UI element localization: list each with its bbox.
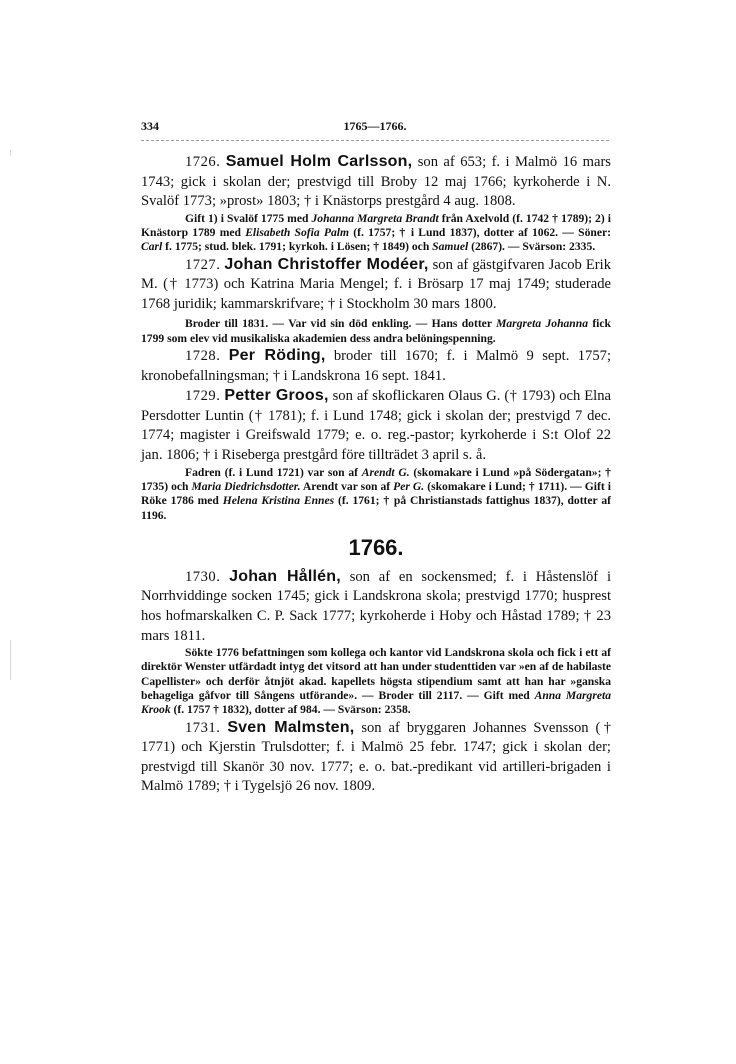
note-italic: Elisabeth Sofia Palm <box>245 226 350 240</box>
page-body <box>141 152 611 797</box>
person-name: Johan Hållén, <box>229 567 341 585</box>
entry-note <box>141 466 611 523</box>
entry-text: son af 653; f. i Malmö 16 mars 1743; gick i skolan der; prestvigd till Broby 12 maj 1766; kyrkoherde i N. Svalöf 1773; »prost» 1803; † i Knästorps prestgård 4 aug. 1808. <box>141 154 611 210</box>
entry-1727 <box>141 255 611 346</box>
note-text: Arendt var son af <box>300 479 394 493</box>
header-rule <box>141 140 609 141</box>
section-heading: 1766. <box>348 534 404 560</box>
note-italic: Arendt G. <box>361 465 410 479</box>
entry-number: 1730. <box>185 568 221 585</box>
entry-text: son af skoflickaren Olaus G. († 1793) och Elna Persdotter Luntin († 1781); f. i Lund 1748; gick i skolan der; prestvigd 7 dec. 1774; magister i Greifswald 1779; e. o. reg.-pastor; kyrkoherde i S:t Olof 22 jan. 1806; † i Riseberga prestgård före tillträdet 3 april s. å. <box>141 388 612 464</box>
entry-1731 <box>141 718 611 797</box>
person-name: Per Röding, <box>228 347 326 365</box>
note-italic: Maria Diedrichsdotter. <box>191 479 301 493</box>
note-text: (f. 1757; † i Lund 1837), dotter af 1062. — Söner: <box>349 226 611 240</box>
note-text: (skomakare i Lund »på Södergatan»; † 1735) och <box>141 465 611 493</box>
note-text: Fadren (f. i Lund 1721) var son af <box>185 465 362 479</box>
note-italic: Helena Kristina Ennes <box>222 494 335 508</box>
note-text: Sökte 1776 befattningen som kollega och kantor vid Landskrona skola och fick i ett af direktör Wenster utfärdadt intyg det vitsord att han under studenttiden var »en af de habilaste Capellister» och derför åtnjöt akad. kapellets högsta stipendium samt att han har »ganska behageliga gåfvor till Sångens utförande». — Broder till 2117. — Gift med <box>141 646 611 703</box>
entry-1729 <box>141 386 611 523</box>
note-italic: Margreta Johanna <box>496 317 589 331</box>
page-number: 334 <box>141 119 159 133</box>
note-text: (2867). — Svärson: 2335. <box>468 240 596 254</box>
entry-text: broder till 1670; f. i Malmö 9 sept. 1757; kronobefallningsman; † i Landskrona 16 sept. 1841. <box>141 348 611 384</box>
entry-1726 <box>141 152 611 255</box>
scan-edge-mark <box>10 640 11 680</box>
running-title: 1765—1766. <box>343 119 407 133</box>
note-text: (skomakare i Lund; † 1711). — Gift i Röke 1786 med <box>141 479 611 508</box>
entry-paragraph <box>141 567 611 646</box>
entry-text: son af gästgifvaren Jacob Erik M. († 1773) och Katrina Maria Mengel; f. i Brösarp 17 maj 1749; studerade 1768 juridik; kammarskrifvare; † i Stockholm 30 mars 1800. <box>141 256 611 312</box>
person-name: Sven Malmsten, <box>227 718 355 736</box>
note-italic: Anna Margreta Krook <box>141 689 611 717</box>
note-italic: Samuel <box>432 240 469 254</box>
entry-1728 <box>141 346 611 386</box>
person-name: Johan Christoffer Modéer, <box>224 255 429 273</box>
entry-paragraph <box>141 718 611 797</box>
person-name: Petter Groos, <box>224 387 329 405</box>
entry-note <box>141 646 611 717</box>
note-text: Gift 1) i Svalöf 1775 med <box>185 211 312 225</box>
note-text: Broder till 1831. — Var vid sin död enkling. — Hans dotter <box>185 317 497 331</box>
entry-paragraph <box>141 386 611 465</box>
entry-paragraph <box>141 255 611 315</box>
entry-paragraph <box>141 152 611 212</box>
note-text: (f. 1761; † på Christianstads fattighus 1837), dotter af 1196. <box>141 494 611 522</box>
entry-number: 1727. <box>185 256 221 273</box>
running-header <box>141 119 609 137</box>
entry-text: son af bryggaren Johannes Svensson († 1771) och Kjerstin Trulsdotter; f. i Malmö 25 febr. 1747; gick i skolan der; prestvigd till Skanör 30 nov. 1777; e. o. bat.-predikant vid artilleri-brigaden i Malmö 1789; † i Tygelsjö 26 nov. 1809. <box>141 719 611 795</box>
entry-number: 1729. <box>185 388 221 405</box>
note-italic: Per G. <box>393 479 425 493</box>
entry-text: son af en sockensmed; f. i Håstenslöf i Norrhviddinge socken 1745; gick i Landskrona skola; prestvigd 1770; husprest hos hofmarskalken C. P. Sack 1777; kyrkoherde i Hoby och Håstad 1789; † 23 mars 1811. <box>141 568 611 644</box>
note-text: fick 1799 som elev vid musikaliska akademien dess andra belöningspenning. <box>141 317 611 345</box>
entry-1730 <box>141 567 611 718</box>
entry-number: 1728. <box>185 348 221 365</box>
note-italic: Carl <box>141 240 163 254</box>
entry-note <box>141 317 611 346</box>
scan-edge-mark <box>10 150 11 156</box>
entry-number: 1731. <box>185 719 221 736</box>
note-text: (f. 1757 † 1832), dotter af 984. — Svärson: 2358. <box>170 703 411 717</box>
note-italic: Johanna Margreta Brandt <box>311 211 439 225</box>
entry-paragraph <box>141 346 611 386</box>
note-text: f. 1775; stud. blek. 1791; kyrkoh. i Lösen; † 1849) och <box>162 240 433 254</box>
entry-note <box>141 212 611 255</box>
entry-number: 1726. <box>185 154 221 170</box>
person-name: Samuel Holm Carlsson, <box>225 153 413 170</box>
note-text: från Axelvold (f. 1742 † 1789); 2) i Knästorp 1789 med <box>141 211 611 240</box>
